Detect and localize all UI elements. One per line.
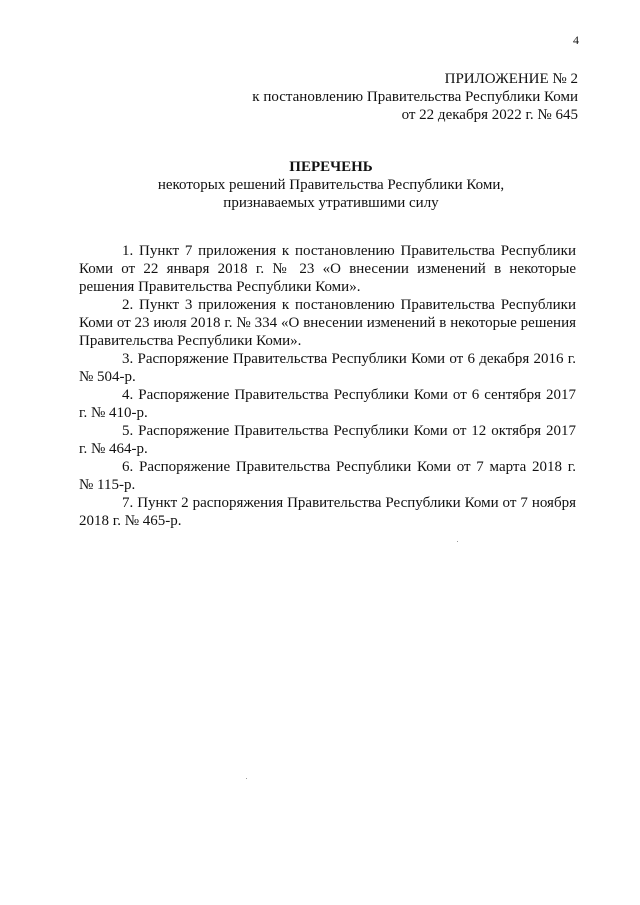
- list-item: 3. Распоряжение Правительства Республики Коми от 6 декабря 2016 г. № 504-р.: [79, 351, 576, 385]
- document-heading: [0, 158, 640, 212]
- document-subtitle-line2: признаваемых утратившими силу: [223, 195, 439, 211]
- document-title: ПЕРЕЧЕНЬ: [289, 159, 373, 175]
- appendix-header: [252, 70, 578, 124]
- scan-speck: [457, 541, 458, 542]
- scan-speck: [246, 778, 247, 779]
- appendix-date-line: от 22 декабря 2022 г. № 645: [401, 107, 578, 123]
- appendix-reference-line: к постановлению Правительства Республики Коми: [252, 89, 578, 105]
- document-subtitle-line1: некоторых решений Правительства Республики Коми,: [157, 177, 505, 193]
- list-item: 1. Пункт 7 приложения к постановлению Правительства Республики Коми от 22 января 2018 г. № 23 «О внесении изменений в некоторые решения Правительства Республики Коми».: [79, 243, 576, 295]
- list-item: 7. Пункт 2 распоряжения Правительства Республики Коми от 7 ноября 2018 г. № 465-р.: [79, 495, 576, 529]
- appendix-title: ПРИЛОЖЕНИЕ № 2: [444, 71, 578, 87]
- items-list: [79, 242, 576, 530]
- list-item: 6. Распоряжение Правительства Республики Коми от 7 марта 2018 г. № 115-р.: [79, 459, 576, 493]
- page-number: 4: [573, 33, 579, 47]
- list-item: 4. Распоряжение Правительства Республики Коми от 6 сентября 2017 г. № 410-р.: [79, 387, 576, 421]
- list-item: 2. Пункт 3 приложения к постановлению Правительства Республики Коми от 23 июля 2018 г. № 334 «О внесении изменений в некоторые решения Правительства Республики Коми».: [79, 297, 576, 349]
- list-item: 5. Распоряжение Правительства Республики Коми от 12 октября 2017 г. № 464-р.: [79, 423, 576, 457]
